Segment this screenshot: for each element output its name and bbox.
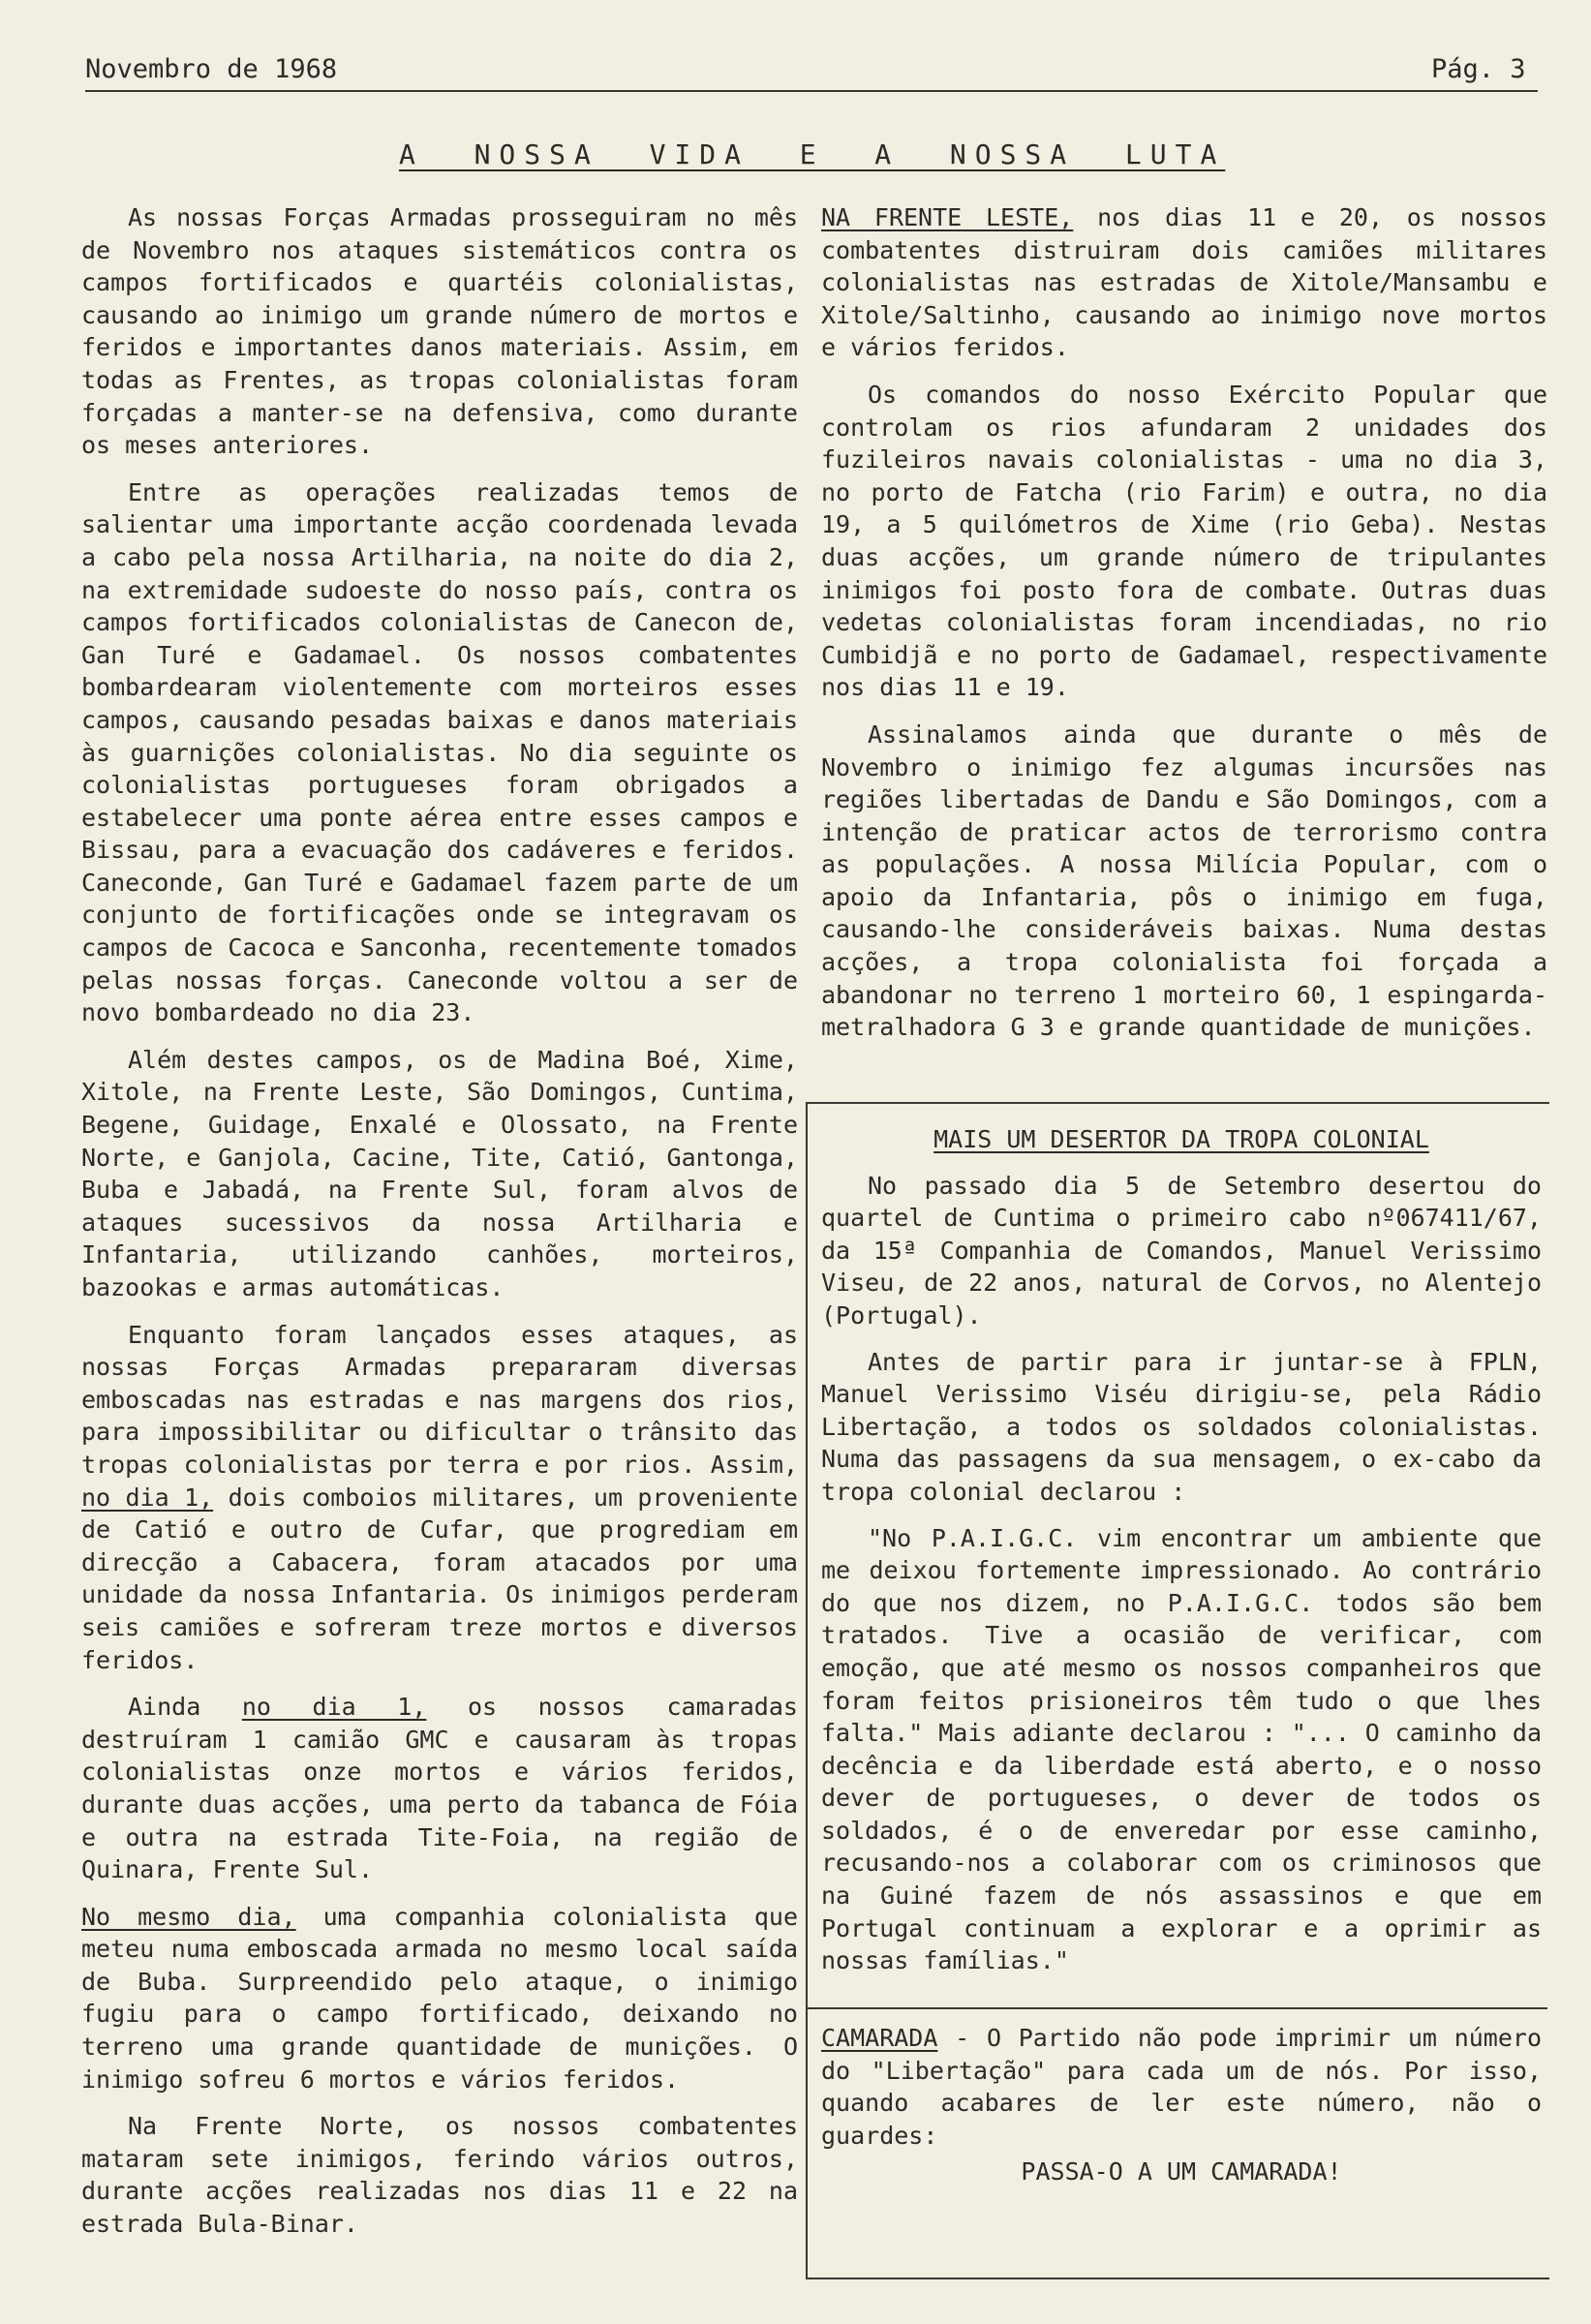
paragraph: Antes de partir para ir juntar-se à FPLN, Manuel Verissimo Viséu dirigiu-se, pela Rádio Libertação, a todos os soldados colonialistas. Numa das passagens da sua mensagem, o ex-cabo da tropa colonial declarou : — [821, 1347, 1542, 1506]
paragraph-text: nos dias 11 e 20, os nossos combatentes distruiram dois camiões militares colonialistas nas estradas de Xitole/Mansambu e Xitole/Saltinho, causando ao inimigo nove mortos e vários feridos. — [821, 203, 1548, 362]
front-label: NA FRENTE LESTE, — [821, 203, 1074, 231]
section-title: A NOSSA VIDA E A NOSSA LUTA — [399, 138, 1226, 170]
paragraph-text: dois comboios militares, um proveniente de Catió e outro de Cufar, que progrediam em direcção a Cabacera, foram atacados por uma unidade da nossa Infantaria. Os inimigos perderam seis camiões e sofreram treze mortos e diversos feridos. — [81, 1483, 798, 1674]
notice-text — [821, 2022, 1542, 2152]
header-rule — [85, 90, 1538, 92]
paragraph — [821, 201, 1547, 364]
paragraph — [81, 1691, 798, 1886]
paragraph — [81, 1319, 798, 1677]
notice — [821, 2022, 1542, 2188]
paragraph — [81, 1901, 798, 2096]
paragraph: Além destes campos, os de Madina Boé, Xime, Xitole, na Frente Leste, São Domingos, Cuntima, Begene, Guidage, Enxalé e Olossato, na Frente Norte, e Ganjola, Cacine, Tite, Catió, Gantonga, Buba e Jabadá, na Frente Sul, foram alvos de ataques sucessivos da nossa Artilharia e Infantaria, utilizando canhões, morteiros, bazookas e armas automáticas. — [81, 1045, 798, 1301]
paragraph: Entre as operações realizadas temos de salientar uma importante acção coordenada levada a cabo pela nossa Artilharia, na noite do dia 2, na extremidade sudoeste do nosso país, contra os campos fortificados colonialistas de Canecon de, Gan Turé e Gadamael. Os nossos combatentes bombardearam violentemente com morteiros esses campos, causando pesadas baixas e danos materiais às guarnições colonialistas. No dia seguinte os colonialistas portugueses foram obrigados a estabelecer uma ponte aérea entre esses campos e Bissau, para a evacuação dos cadáveres e feridos. Caneconde, Gan Turé e Gadamael fazem parte de um conjunto de fortificações onde se integravam os campos de Cacoca e Sanconha, recentemente tomados pelas nossas forças. Caneconde voltou a ser de novo bombardeado no dia 23. — [81, 477, 798, 1027]
paragraph: No passado dia 5 de Setembro desertou do quartel de Cuntima o primeiro cabo nº067411/67, da 15ª Companhia de Comandos, Manuel Verissimo Viseu, de 22 anos, natural de Corvos, no Alentejo (Portugal). — [821, 1171, 1542, 1330]
issue-date: Novembro de 1968 — [85, 54, 338, 84]
page-number: Pág. 3 — [1431, 54, 1526, 84]
notice-divider — [808, 2007, 1547, 2009]
paragraph: Na Frente Norte, os nossos combatentes mataram sete inimigos, ferindo vários outros, durante acções realizadas nos dias 11 e 22 na estrada Bula-Binar. — [81, 2112, 798, 2239]
paragraph-text: os nossos camaradas destruíram 1 camião GMC e causaram às tropas colonialistas onze mortos e vários feridos, durante duas acções, uma perto da tabanca de Fóia e outra na estrada Tite-Foia, na região de Quinara, Frente Sul. — [81, 1693, 798, 1884]
paragraph-text: Ainda — [128, 1693, 201, 1722]
date-label: no dia 1, — [81, 1483, 214, 1512]
paragraph: As nossas Forças Armadas prosseguiram no mês de Novembro nos ataques sistemáticos contra os campos fortificados e quartéis colonialistas, causando ao inimigo um grande número de mortos e feridos e importantes danos materiais. Assim, em todas as Frentes, as tropas colonialistas foram forçadas a manter-se na defensiva, como durante os meses anteriores. — [81, 203, 798, 460]
paragraph-text: Enquanto foram lançados esses ataques, as nossas Forças Armadas prepararam diversas emboscadas nas estradas e nas margens dos rios, para impossibilitar ou dificultar o trânsito das tropas colonialistas por terra e por rios. Assim, — [81, 1320, 798, 1479]
deserter-article — [821, 1123, 1542, 1991]
left-column — [81, 201, 798, 2255]
right-column — [821, 201, 1547, 1058]
pass-it-on: PASSA-O A UM CAMARADA! — [1021, 2157, 1342, 2186]
paragraph: Os comandos do nosso Exército Popular que controlam os rios afundaram 2 unidades dos fuzileiros navais colonialistas - uma no dia 3, no porto de Fatcha (rio Farim) e outra, no dia 19, a 5 quilómetros de Xime (rio Geba). Nestas duas acções, um grande número de tripulantes inimigos foi posto fora de combate. Outras duas vedetas colonialistas foram incendiadas, no rio Cumbidjã e no porto de Gadamael, respectivamente nos dias 11 e 19. — [821, 380, 1547, 702]
quote-paragraph: "No P.A.I.G.C. vim encontrar um ambiente que me deixou fortemente impressionado. Ao contrário do que nos dizem, no P.A.I.G.C. todos são bem tratados. Tive a ocasião de verificar, com emoção, que até mesmo os nossos companheiros que foram feitos prisioneiros têm tudo o que lhes falta." Mais adiante declarou : "... O caminho da decência e da liberdade está aberto, e o nosso dever de portugueses, o dever de todos os soldados, é o de enveredar por esse caminho, recusando-nos a colaborar com os criminosos que na Guiné fazem de nós assassinos e que em Portugal continuam a explorar e a oprimir as nossas famílias." — [821, 1523, 1542, 1975]
deserter-title: MAIS UM DESERTOR DA TROPA COLONIAL — [933, 1125, 1429, 1153]
paragraph: Assinalamos ainda que durante o mês de Novembro o inimigo fez algumas incursões nas regiões libertadas de Dandu e São Domingos, com a intenção de praticar actos de terrorismo contra as populações. A nossa Milícia Popular, com o apoio da Infantaria, pôs o inimigo em fuga, causando-lhe consideráveis baixas. Numa destas acções, a tropa colonialista foi forçada a abandonar no terreno 1 morteiro 60, 1 espingarda-metralhadora G 3 e grande quantidade de munições. — [821, 719, 1547, 1042]
date-label: no dia 1, — [241, 1693, 427, 1722]
paragraph-text: uma companhia colonialista que meteu numa emboscada armada no mesmo local saída de Buba. Surpreendido pelo ataque, o inimigo fugiu para o campo fortificado, deixando no terreno uma grande quantidade de munições. O inimigo sofreu 6 mortos e vários feridos. — [81, 1902, 798, 2094]
date-label: No mesmo dia, — [81, 1902, 296, 1931]
notice-label: CAMARADA — [821, 2024, 938, 2052]
notice-body: - O Partido não pode imprimir um número do "Libertação" para cada um de nós. Por isso, quando acabares de ler este número, não o guardes: — [821, 2024, 1542, 2150]
